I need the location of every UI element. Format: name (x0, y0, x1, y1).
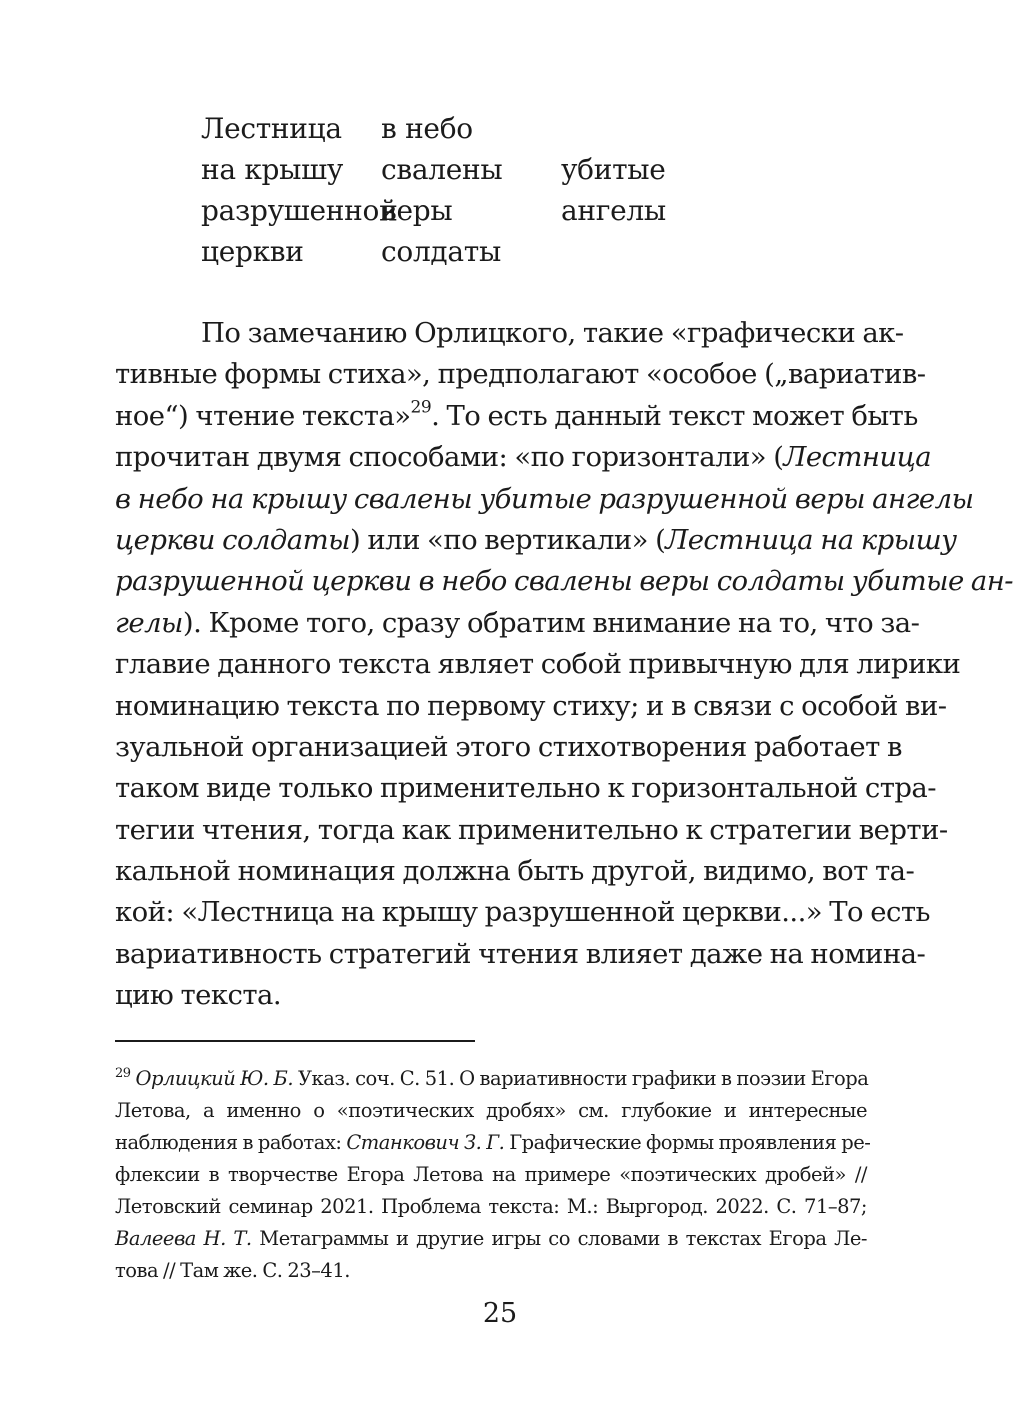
poem-word: веры (381, 194, 453, 227)
footnote-text: Графические формы проявления ре- (504, 1131, 871, 1154)
line-text: главие данного текста являет собой привычную для лирики (115, 648, 961, 681)
footnote-text: това // Там же. С. 23–41. (115, 1259, 350, 1282)
paragraph-line (115, 644, 961, 685)
poem-row (201, 108, 801, 149)
poem-row (201, 231, 801, 272)
footnote-line (115, 1095, 867, 1127)
poem-word: церкви (201, 235, 304, 268)
line-text: прочитан двумя способами: «по горизонтали» ( (115, 441, 784, 474)
page-number: 25 (482, 1298, 518, 1329)
paragraph-line (115, 396, 918, 437)
author-name: Станкович З. Г. (346, 1131, 505, 1154)
footnote-text: наблюдения в работах: (115, 1131, 347, 1154)
line-text: тегии чтения, тогда как применительно к стратегии верти- (115, 813, 948, 846)
footnote-text: Летова, а именно о «поэтических дробях» см. глубокие и интересные (115, 1099, 867, 1122)
footnote-number: 29 (115, 1066, 131, 1082)
poem-row (201, 149, 801, 190)
author-name: Орлицкий Ю. Б. (135, 1067, 294, 1090)
body-paragraph (115, 313, 1013, 1017)
paragraph-line (115, 479, 974, 520)
line-text: ное“) чтение текста» (115, 399, 411, 432)
footnote-line (115, 1063, 867, 1095)
poem-word: солдаты (381, 235, 501, 268)
line-text: кальной номинация должна быть другой, видимо, вот та- (115, 855, 915, 888)
footnote-text: Метаграммы и другие игры со словами в текстах Егора Ле- (251, 1227, 867, 1250)
footnote-reference[interactable]: 29 (410, 397, 432, 418)
line-text: зуальной организацией этого стихотворения работает в (115, 730, 902, 763)
poem-word: свалены (381, 153, 503, 186)
line-text: По замечанию Орлицкого, такие «графически ак- (201, 317, 904, 349)
footnote-text: Указ. соч. С. 51. О вариативности графики в поэзии Егора (293, 1067, 869, 1090)
poem-word: ангелы (561, 194, 666, 227)
poem-row (201, 190, 801, 231)
paragraph-line (115, 975, 867, 1016)
paragraph-line (115, 768, 937, 809)
line-text: кой: «Лестница на крышу разрушенной церкви...» То есть (115, 896, 930, 929)
italic-quote: Лестница (783, 441, 932, 474)
italic-quote: церкви солдаты (115, 523, 351, 556)
footnote (115, 1063, 871, 1287)
footnote-line (115, 1255, 867, 1287)
footnote-line (115, 1191, 867, 1223)
paragraph-line (115, 892, 930, 933)
footnote-line (115, 1159, 867, 1191)
italic-quote: гелы (115, 606, 183, 639)
line-text: вариативность стратегий чтения влияет даже на номина- (115, 937, 926, 970)
line-text: ) или «по вертикали» ( (350, 523, 666, 556)
italic-quote: в небо на крышу свалены убитые разрушенной веры ангелы (115, 482, 974, 515)
paragraph-line (115, 727, 902, 768)
footnote-text: флексии в творчестве Егора Летова на примере «поэтических дробей» // (115, 1163, 867, 1186)
footnote-text: Летовский семинар 2021. Проблема текста: М.: Выргород. 2022. С. 71–87; (115, 1195, 867, 1218)
author-name: Валеева Н. Т. (115, 1227, 252, 1250)
paragraph-line (115, 851, 915, 892)
paragraph-line (115, 686, 947, 727)
paragraph-line (115, 603, 920, 644)
poem-word: убитые (561, 153, 666, 186)
paragraph-line (115, 520, 957, 561)
paragraph-line (115, 934, 926, 975)
line-text: ). Кроме того, сразу обратим внимание на то, что за- (182, 606, 920, 639)
paragraph-line (115, 437, 932, 478)
paragraph-line (115, 810, 948, 851)
italic-quote: разрушенной церкви в небо свалены веры солдаты убитые ан- (115, 565, 1013, 598)
paragraph-line (115, 561, 1013, 602)
line-text: . То есть данный текст может быть (431, 399, 918, 432)
poem-word: в небо (381, 112, 473, 145)
footnote-line (115, 1127, 871, 1159)
poem-word: на крышу (201, 153, 344, 186)
italic-quote: Лестница на крышу (665, 523, 957, 556)
line-text: тивные формы стиха», предполагают «особое („вариатив- (115, 358, 926, 391)
line-text: номинацию текста по первому стиху; и в связи с особой ви- (115, 689, 947, 722)
paragraph-line (115, 354, 926, 395)
poem-word: разрушенной (201, 194, 398, 227)
footnote-line (115, 1223, 867, 1255)
line-text: таком виде только применительно к горизонтальной стра- (115, 772, 937, 805)
paragraph-line (115, 313, 904, 354)
poem-grid (201, 108, 801, 272)
line-text: цию текста. (115, 979, 282, 1012)
footnote-separator (115, 1040, 475, 1042)
poem-word: Лестница (201, 112, 342, 145)
